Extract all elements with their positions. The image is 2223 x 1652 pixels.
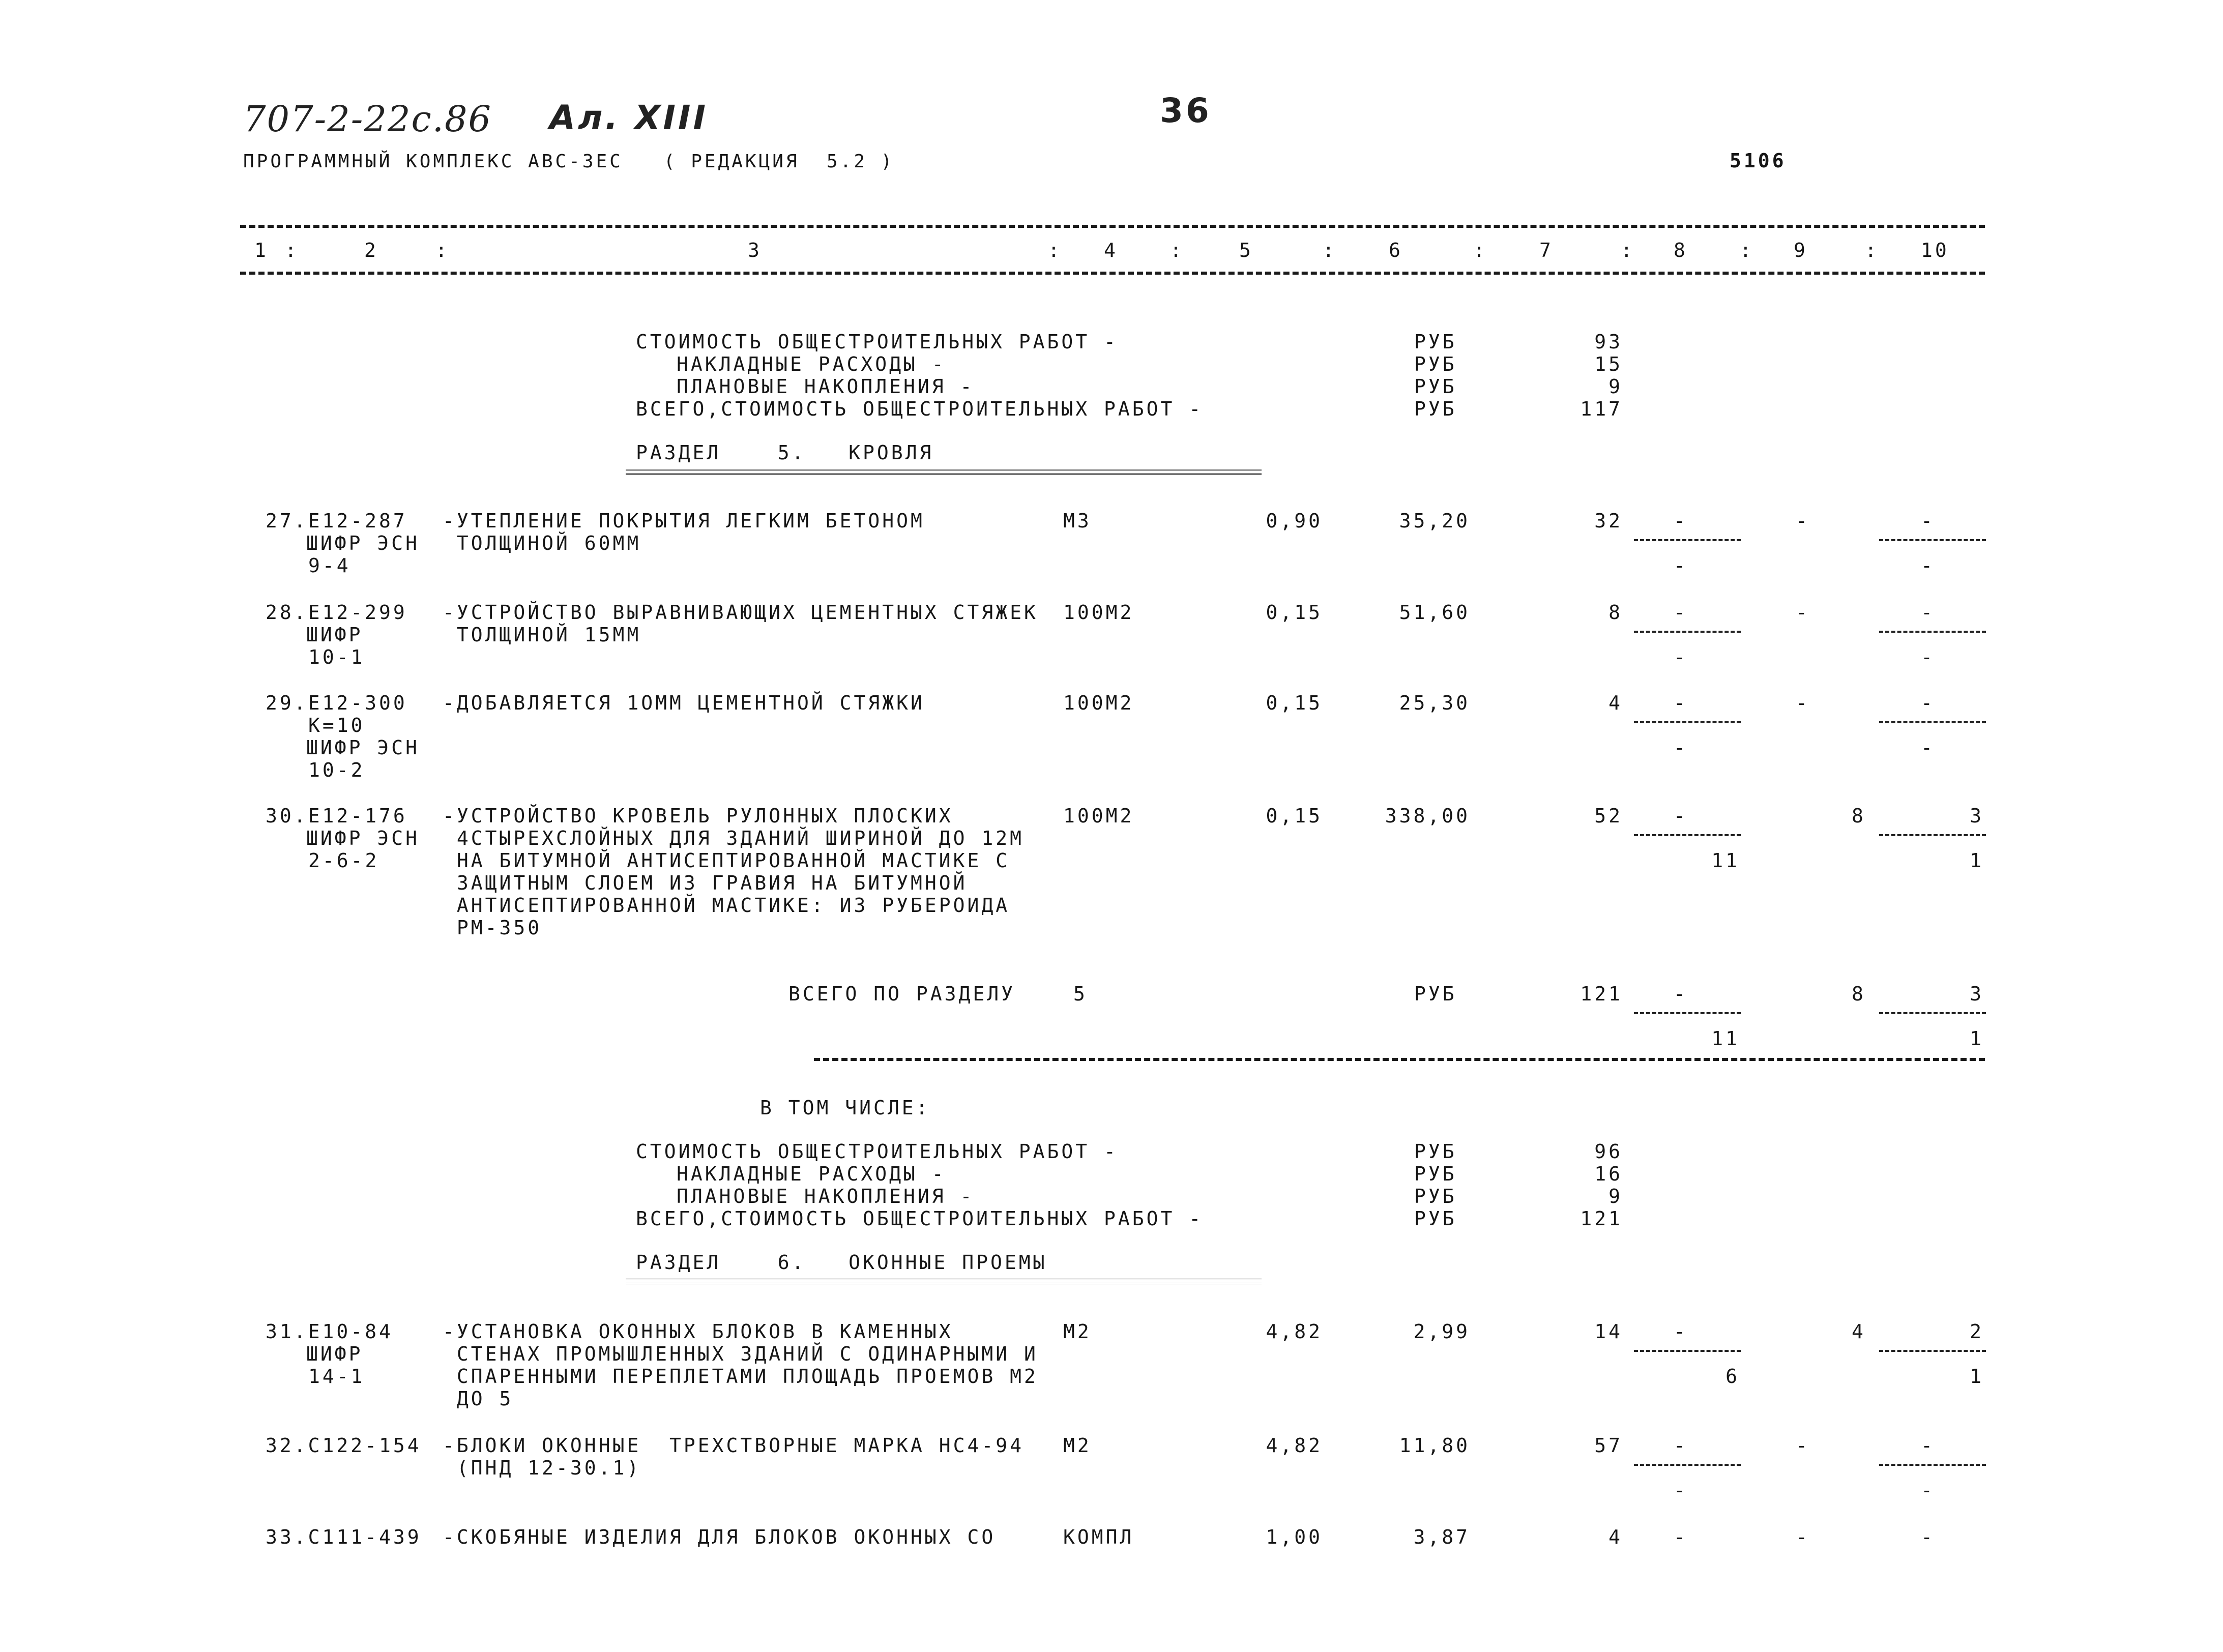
summary-unit: РУБ [1414,1163,1457,1185]
summary-unit: РУБ [1414,1140,1457,1163]
item-c9: 8 [1852,805,1866,827]
item-code: 2-6-2 [308,849,379,872]
item-c8-top: - [1674,601,1688,624]
item-price: 11,80 [1399,1434,1470,1457]
item-desc: -БЛОКИ ОКОННЫЕ ТРЕХСТВОРНЫЕ МАРКА НС4-94 [443,1434,1024,1457]
item-unit: М2 [1063,1320,1092,1343]
section-underline [626,473,1262,475]
item-code: 28.Е12-299 [266,601,407,624]
summary-value: 9 [1608,1185,1623,1207]
section-underline [626,469,1262,470]
item-unit: М2 [1063,1434,1092,1457]
item-c8-top: - [1674,805,1688,827]
item-c9: - [1796,1434,1810,1457]
col-header-10: 10 [1921,239,1949,261]
item-c10-top: 2 [1970,1320,1984,1343]
item-price: 51,60 [1399,601,1470,624]
section-total-label: ВСЕГО ПО РАЗДЕЛУ [788,983,1016,1005]
item-total: 32 [1594,510,1623,532]
item-desc: АНТИСЕПТИРОВАННОЙ МАСТИКЕ: ИЗ РУБЕРОИДА [443,894,1010,917]
section-total-c8-top: - [1674,983,1688,1005]
col-header-6: 6 [1389,239,1403,261]
item-c10-top: 3 [1970,805,1984,827]
item-code: 10-1 [308,646,365,668]
col-header-7: 7 [1539,239,1554,261]
item-desc: 4СТЫРЕХСЛОЙНЫХ ДЛЯ ЗДАНИЙ ШИРИНОЙ ДО 12М [443,827,1024,849]
summary-label: НАКЛАДНЫЕ РАСХОДЫ - [677,353,946,375]
item-price: 35,20 [1399,510,1470,532]
item-unit: 100М2 [1063,805,1134,827]
item-c8-top: - [1674,692,1688,714]
item-c10-bot: 1 [1970,849,1984,872]
item-qty: 0,15 [1266,805,1323,827]
item-c10-bot: - [1921,736,1935,759]
item-unit: КОМПЛ [1063,1526,1134,1548]
item-c8-bot: 6 [1725,1365,1740,1388]
summary-unit: РУБ [1414,1207,1457,1230]
col-header-2: 2 [364,239,378,261]
item-qty: 4,82 [1266,1434,1323,1457]
item-qty: 1,00 [1266,1526,1323,1548]
summary-label: НАКЛАДНЫЕ РАСХОДЫ - [677,1163,946,1185]
section-total-c10-top: 3 [1970,983,1984,1005]
item-desc: -УСТРОЙСТВО ВЫРАВНИВАЮЩИХ ЦЕМЕНТНЫХ СТЯЖЕК [443,601,1038,624]
summary-label: СТОИМОСТЬ ОБЩЕСТРОИТЕЛЬНЫХ РАБОТ - [636,1140,1118,1163]
item-c8-top: - [1674,1434,1688,1457]
item-desc: -СКОБЯНЫЕ ИЗДЕЛИЯ ДЛЯ БЛОКОВ ОКОННЫХ СО [443,1526,996,1548]
incl-label: В ТОМ ЧИСЛЕ: [760,1097,930,1119]
item-price: 338,00 [1385,805,1470,827]
item-c10-top: - [1921,601,1935,624]
summary-value: 121 [1580,1207,1623,1230]
item-qty: 0,15 [1266,692,1323,714]
col-header-5: 5 [1239,239,1253,261]
summary-value: 93 [1594,331,1623,353]
item-c9: - [1796,510,1810,532]
header-rule-bottom [240,272,1985,275]
doc-number: 5106 [1730,150,1787,172]
item-c10-bot: - [1921,1479,1935,1501]
program-line: ПРОГРАММНЫЙ КОМПЛЕКС АВС-3ЕС ( РЕДАКЦИЯ 5.2 ) [243,151,895,172]
item-desc: -УСТАНОВКА ОКОННЫХ БЛОКОВ В КАМЕННЫХ [443,1320,953,1343]
summary-label: СТОИМОСТЬ ОБЩЕСТРОИТЕЛЬНЫХ РАБОТ - [636,331,1118,353]
summary-unit: РУБ [1414,375,1457,398]
item-desc: -УТЕПЛЕНИЕ ПОКРЫТИЯ ЛЕГКИМ БЕТОНОМ [443,510,925,532]
item-c9: - [1796,1526,1810,1548]
summary-value: 117 [1580,398,1623,420]
item-c10-top: - [1921,1434,1935,1457]
item-desc: РМ-350 [443,917,542,939]
summary-unit: РУБ [1414,353,1457,375]
item-desc: (ПНД 12-30.1) [443,1457,641,1479]
item-desc: СПАРЕННЫМИ ПЕРЕПЛЕТАМИ ПЛОЩАДЬ ПРОЕМОВ М2 [443,1365,1038,1388]
item-desc: НА БИТУМНОЙ АНТИСЕПТИРОВАННОЙ МАСТИКЕ С [443,849,1010,872]
summary-value: 16 [1594,1163,1623,1185]
item-code: 30.Е12-176 [266,805,407,827]
item-code: 32.С122-154 [266,1434,422,1457]
item-total: 14 [1594,1320,1623,1343]
item-code: 29.Е12-300 [266,692,407,714]
item-qty: 4,82 [1266,1320,1323,1343]
section-total-unit: РУБ [1414,983,1457,1005]
item-c10-bot: 1 [1970,1365,1984,1388]
item-c10-top: - [1921,692,1935,714]
item-c8-bot: - [1674,1479,1688,1501]
item-code: 9-4 [308,554,351,577]
item-c10-bot: - [1921,646,1935,668]
section-total-c9: 8 [1852,983,1866,1005]
item-c8-bot: - [1674,554,1688,577]
item-qty: 0,15 [1266,601,1323,624]
item-c8-bot: 11 [1711,849,1740,872]
summary-value: 15 [1594,353,1623,375]
item-c8-top: - [1674,510,1688,532]
summary-value: 96 [1594,1140,1623,1163]
item-code: 31.Е10-84 [266,1320,393,1343]
handwritten-sheet: Ал. XIII [549,98,709,137]
section-title: РАЗДЕЛ 5. КРОВЛЯ [636,441,934,464]
section-underline [626,1283,1262,1284]
item-c10-top: - [1921,510,1935,532]
item-total: 4 [1608,1526,1623,1548]
item-code: ШИФР ЭСН [306,827,420,849]
item-qty: 0,90 [1266,510,1323,532]
item-unit: М3 [1063,510,1092,532]
col-header-9: 9 [1794,239,1808,261]
item-code: 10-2 [308,759,365,781]
section-title: РАЗДЕЛ 6. ОКОННЫЕ ПРОЕМЫ [636,1251,1047,1274]
summary-unit: РУБ [1414,331,1457,353]
item-c8-top: - [1674,1526,1688,1548]
col-header-3: 3 [748,239,762,261]
item-total: 4 [1608,692,1623,714]
item-code: ШИФР ЭСН [306,736,420,759]
col-header-8: 8 [1674,239,1688,261]
item-desc: ТОЛЩИНОЙ 15ММ [443,624,641,646]
summary-unit: РУБ [1414,1185,1457,1207]
handwritten-code: 707-2-22с.86 [243,98,492,140]
section-total-c10-bot: 1 [1970,1027,1984,1050]
item-c9: - [1796,601,1810,624]
summary-label: ПЛАНОВЫЕ НАКОПЛЕНИЯ - [677,1185,975,1207]
item-code: ШИФР [306,1343,363,1365]
item-code: 33.С111-439 [266,1526,422,1548]
page-number: 36 [1160,91,1212,130]
col-header-4: 4 [1104,239,1118,261]
item-desc: СТЕНАХ ПРОМЫШЛЕННЫХ ЗДАНИЙ С ОДИНАРНЫМИ И [443,1343,1038,1365]
item-total: 8 [1608,601,1623,624]
item-desc: ТОЛЩИНОЙ 60ММ [443,532,641,554]
item-c8-bot: - [1674,736,1688,759]
summary-value: 9 [1608,375,1623,398]
item-c10-top: - [1921,1526,1935,1548]
col-header-1: 1 [254,239,269,261]
section-total-c8-bot: 11 [1711,1027,1740,1050]
item-desc: ЗАЩИТНЫМ СЛОЕМ ИЗ ГРАВИЯ НА БИТУМНОЙ [443,872,968,894]
summary-unit: РУБ [1414,398,1457,420]
item-total: 52 [1594,805,1623,827]
item-total: 57 [1594,1434,1623,1457]
item-price: 3,87 [1413,1526,1470,1548]
summary-label: ВСЕГО,СТОИМОСТЬ ОБЩЕСТРОИТЕЛЬНЫХ РАБОТ - [636,398,1204,420]
section-total-value: 121 [1580,983,1623,1005]
item-price: 25,30 [1399,692,1470,714]
item-price: 2,99 [1413,1320,1470,1343]
summary-label: ВСЕГО,СТОИМОСТЬ ОБЩЕСТРОИТЕЛЬНЫХ РАБОТ - [636,1207,1204,1230]
item-desc: ДО 5 [443,1388,514,1410]
item-code: ШИФР [306,624,363,646]
section-total-rule [814,1058,1985,1061]
header-rule-top [240,225,1985,228]
item-code: 27.Е12-287 [266,510,407,532]
item-c8-bot: - [1674,646,1688,668]
item-unit: 100М2 [1063,692,1134,714]
section-underline [626,1279,1262,1280]
item-desc: -УСТРОЙСТВО КРОВЕЛЬ РУЛОННЫХ ПЛОСКИХ [443,805,953,827]
item-c9: 4 [1852,1320,1866,1343]
item-c10-bot: - [1921,554,1935,577]
item-code: К=10 [308,714,365,736]
item-c8-top: - [1674,1320,1688,1343]
item-unit: 100М2 [1063,601,1134,624]
item-code: ШИФР ЭСН [306,532,420,554]
item-desc: -ДОБАВЛЯЕТСЯ 1ОММ ЦЕМЕНТНОЙ СТЯЖКИ [443,692,925,714]
item-c9: - [1796,692,1810,714]
summary-label: ПЛАНОВЫЕ НАКОПЛЕНИЯ - [677,375,975,398]
section-total-num: 5 [1073,983,1088,1005]
item-code: 14-1 [308,1365,365,1388]
